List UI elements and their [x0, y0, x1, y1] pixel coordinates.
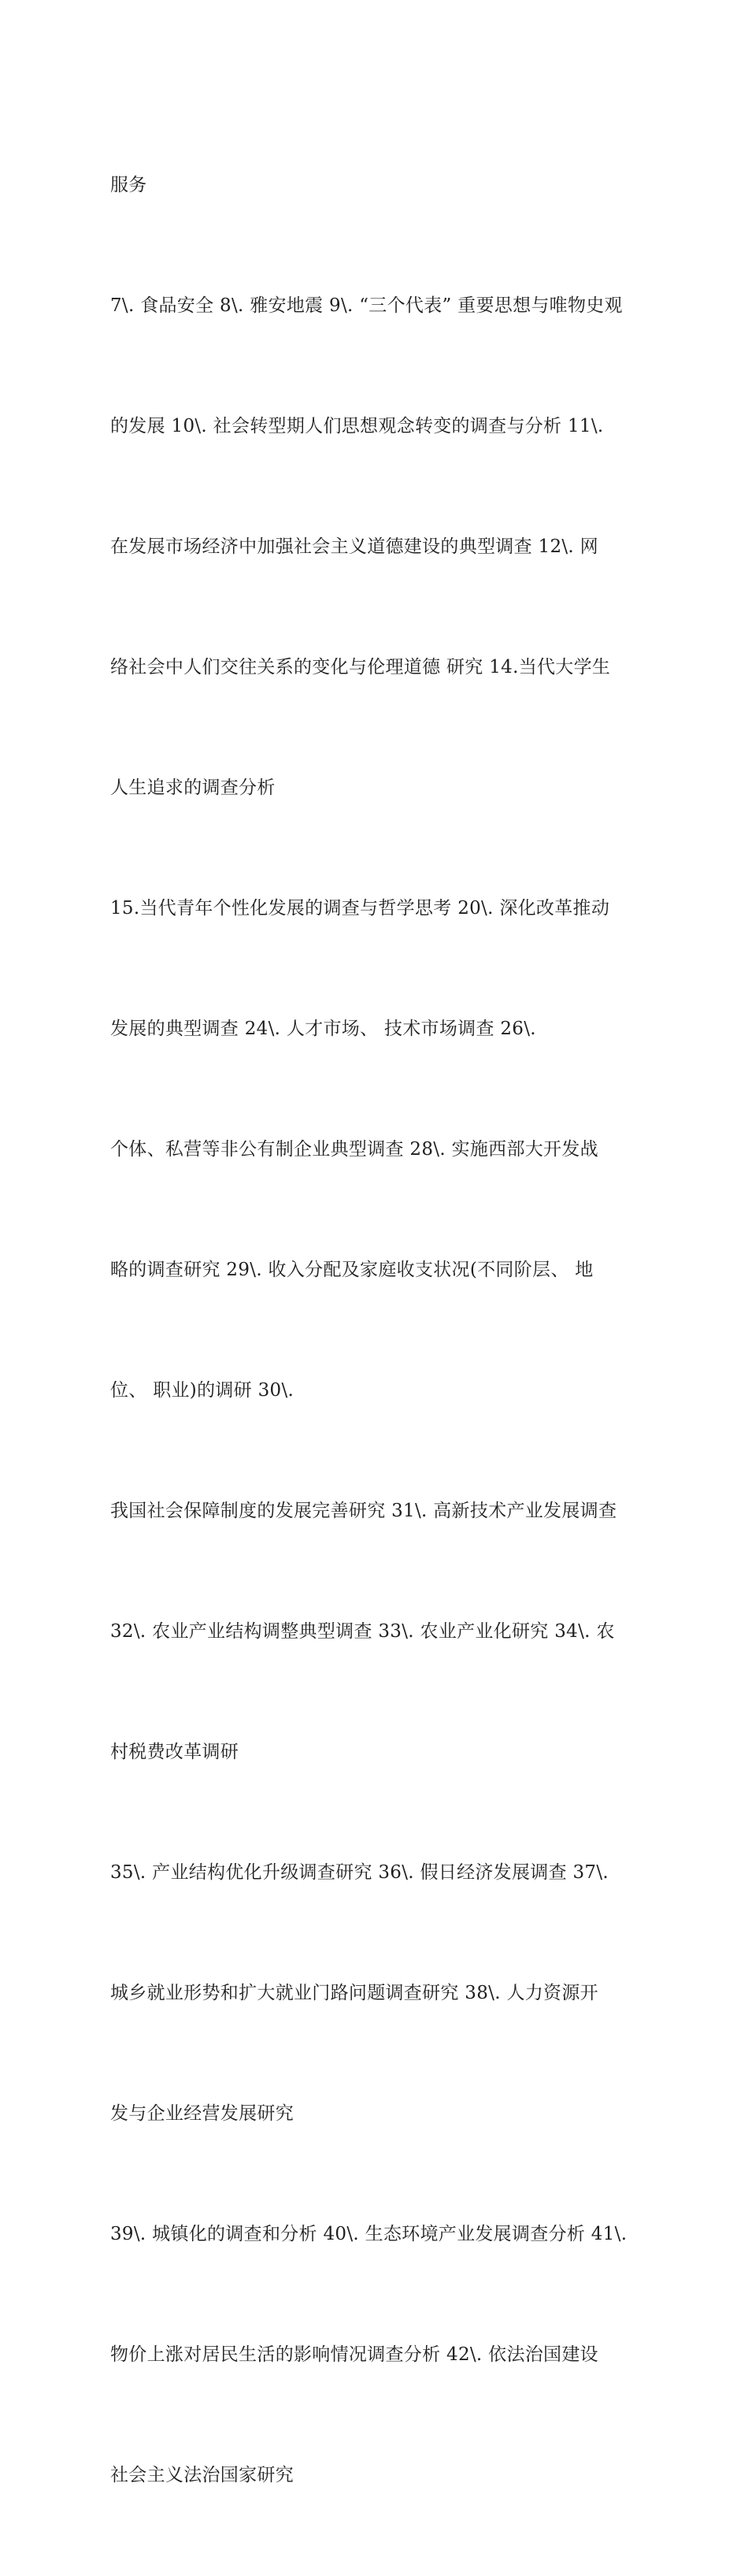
topic-list-text — [110, 85, 654, 2576]
text-line-15: 35\. 产业结构优化升级调查研究 36\. 假日经济发展调查 37\. — [110, 1862, 609, 1883]
text-line-3: 的发展 10\. 社会转型期人们思想观念转变的调查与分析 11\. — [110, 416, 604, 436]
text-line-6: 人生追求的调查分析 — [110, 778, 276, 798]
text-line-13: 32\. 农业产业结构调整典型调查 33\. 农业产业化研究 34\. 农 — [110, 1621, 615, 1642]
text-line-7: 15.当代青年个性化发展的调查与哲学思考 20\. 深化改革推动 — [110, 898, 610, 919]
text-line-5: 络社会中人们交往关系的变化与伦理道德 研究 14.当代大学生 — [110, 657, 611, 677]
text-line-19: 物价上涨对居民生活的影响情况调查分析 42\. 依法治国建设 — [110, 2344, 598, 2365]
text-line-4: 在发展市场经济中加强社会主义道德建设的典型调查 12\. 网 — [110, 536, 598, 557]
text-line-12: 我国社会保障制度的发展完善研究 31\. 高新技术产业发展调查 — [110, 1501, 617, 1521]
text-line-14: 村税费改革调研 — [110, 1742, 239, 1762]
text-line-2: 7\. 食品安全 8\. 雅安地震 9\. “三个代表” 重要思想与唯物史观 — [110, 295, 623, 316]
text-line-17: 发与企业经营发展研究 — [110, 2103, 294, 2124]
text-line-16: 城乡就业形势和扩大就业门路问题调查研究 38\. 人力资源开 — [110, 1983, 598, 2003]
text-line-18: 39\. 城镇化的调查和分析 40\. 生态环境产业发展调查分析 41\. — [110, 2224, 628, 2244]
text-line-9: 个体、私营等非公有制企业典型调查 28\. 实施西部大开发战 — [110, 1139, 598, 1160]
text-line-8: 发展的典型调查 24\. 人才市场、 技术市场调查 26\. — [110, 1019, 536, 1039]
text-line-20: 社会主义法治国家研究 — [110, 2465, 294, 2485]
text-line-1: 服务 — [110, 175, 147, 195]
text-line-10: 略的调查研究 29\. 收入分配及家庭收支状况(不同阶层、 地 — [110, 1260, 594, 1280]
text-line-11: 位、 职业)的调研 30\. — [110, 1380, 294, 1401]
